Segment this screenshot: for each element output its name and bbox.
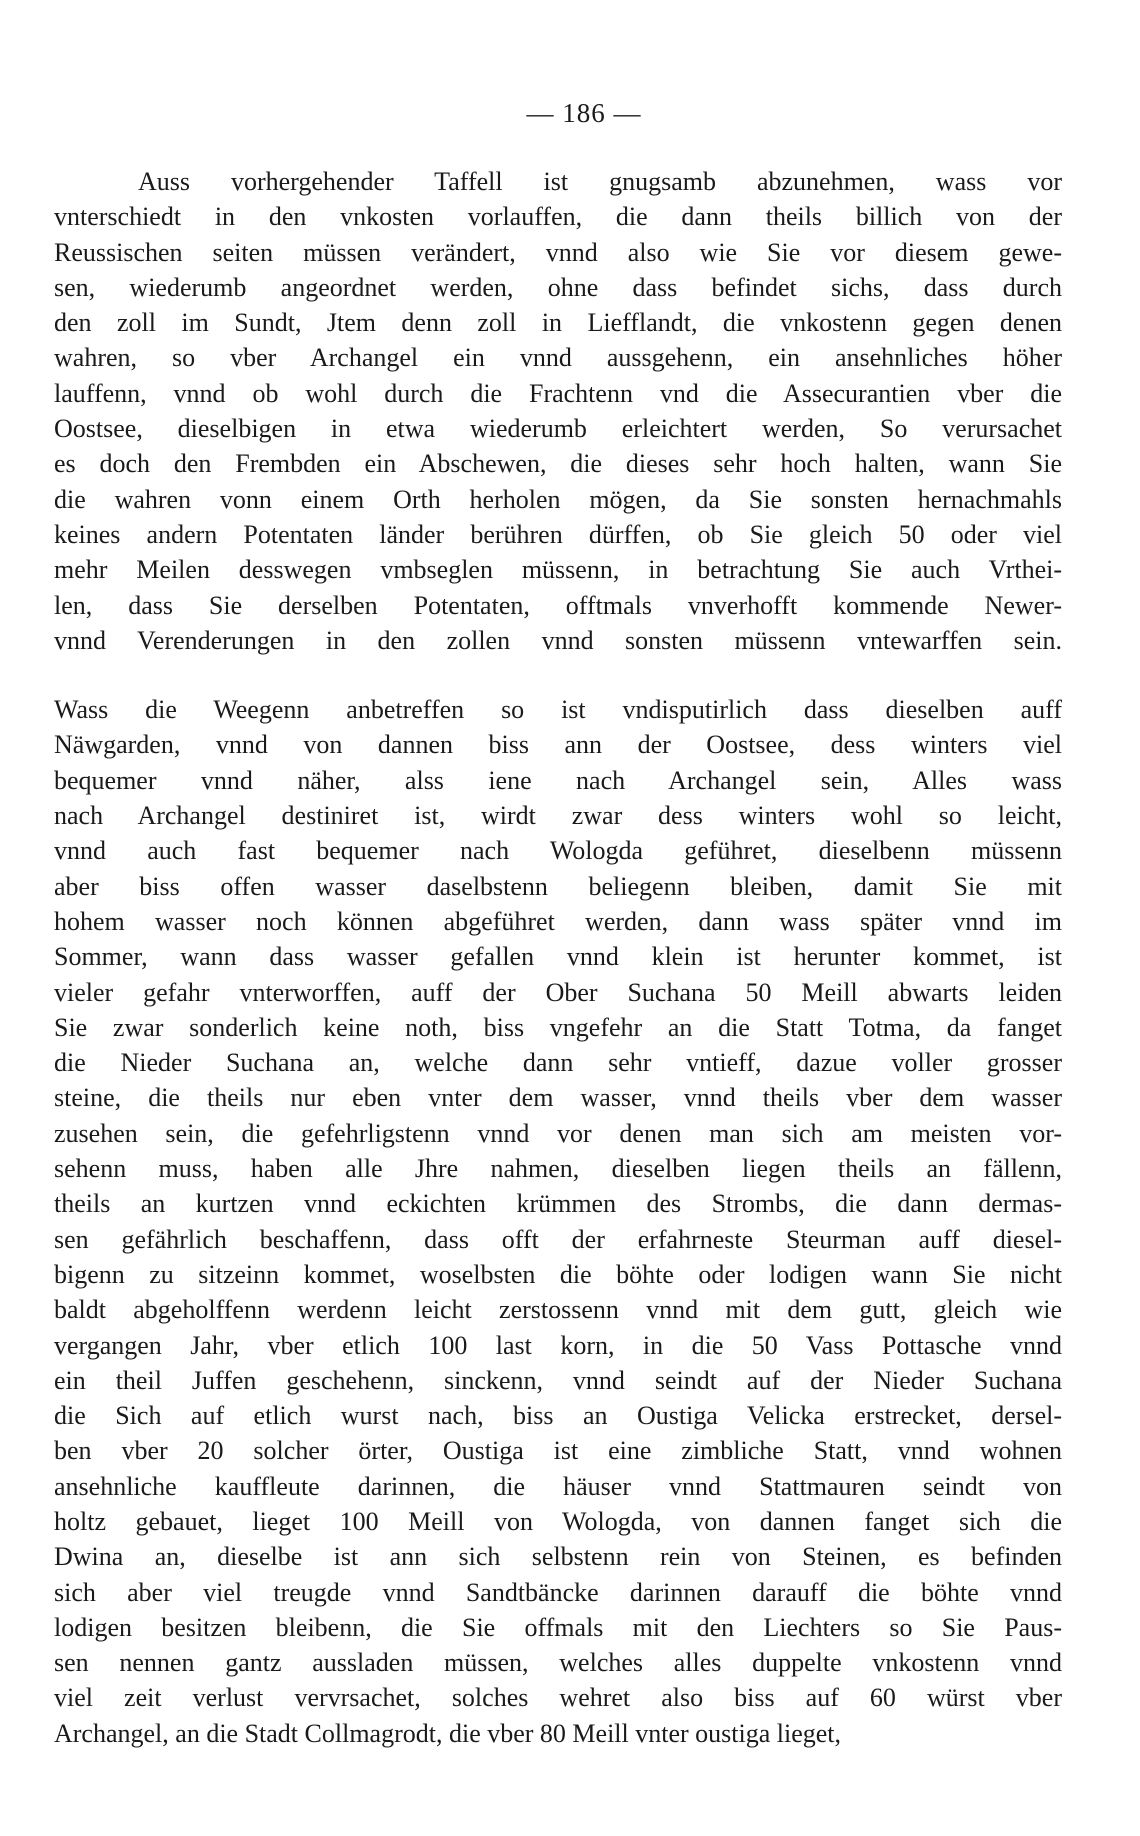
- text-line: die Nieder Suchana an, welche dann sehr vntieff, dazue voller grosser: [54, 1048, 1062, 1078]
- text-line: wahren, so vber Archangel ein vnnd aussgehenn, ein ansehnliches höher: [54, 343, 1062, 373]
- text-line: den zoll im Sundt, Jtem denn zoll in Liefflandt, die vnkostenn gegen denen: [54, 308, 1062, 338]
- text-line: lodigen besitzen bleibenn, die Sie offmals mit den Liechters so Sie Paus-: [54, 1612, 1062, 1642]
- text-line: viel zeit verlust vervrsachet, solches wehret also biss auf 60 würst vber: [54, 1683, 1062, 1713]
- text-line: lauffenn, vnnd ob wohl durch die Frachtenn vnd die Assecurantien vber die: [54, 378, 1062, 408]
- text-line: hohem wasser noch können abgeführet werden, dann wass später vnnd im: [54, 906, 1062, 936]
- text-line: Archangel, an die Stadt Collmagrodt, die vber 80 Meill vnter oustiga lieget,: [54, 1718, 842, 1748]
- text-line: Sie zwar sonderlich keine noth, biss vngefehr an die Statt Totma, da fanget: [54, 1012, 1062, 1042]
- text-line: bigenn zu sitzeinn kommet, woselbsten die böhte oder lodigen wann Sie nicht: [54, 1259, 1062, 1289]
- text-line: vieler gefahr vnterworffen, auff der Ober Suchana 50 Meill abwarts leiden: [54, 977, 1062, 1007]
- text-line: ein theil Juffen geschehenn, sinckenn, vnnd seindt auf der Nieder Suchana: [54, 1365, 1062, 1395]
- text-line: sen gefährlich beschaffenn, dass offt der erfahrneste Steurman auff diesel-: [54, 1224, 1062, 1254]
- page-number: — 186 —: [526, 98, 642, 128]
- text-line: aber biss offen wasser daselbstenn beliegenn bleiben, damit Sie mit: [54, 871, 1062, 901]
- text-line: Dwina an, dieselbe ist ann sich selbstenn rein von Steinen, es befinden: [54, 1542, 1062, 1572]
- text-line: holtz gebauet, lieget 100 Meill von Wologda, von dannen fanget sich die: [54, 1506, 1062, 1536]
- text-line: Auss vorhergehender Taffell ist gnugsamb abzunehmen, wass vor: [138, 167, 1062, 196]
- text-line: nach Archangel destiniret ist, wirdt zwar dess winters wohl so leicht,: [54, 801, 1062, 831]
- text-line: vergangen Jahr, vber etlich 100 last korn, in die 50 Vass Pottasche vnnd: [54, 1330, 1062, 1360]
- text-line: ben vber 20 solcher örter, Oustiga ist eine zimbliche Statt, vnnd wohnen: [54, 1436, 1062, 1466]
- paragraph-2: [54, 692, 1062, 1751]
- text-line: Reussischen seiten müssen verändert, vnnd also wie Sie vor diesem gewe-: [54, 237, 1062, 267]
- text-line: die wahren vonn einem Orth herholen mögen, da Sie sonsten hernachmahls: [54, 484, 1062, 514]
- text-line: sen, wiederumb angeordnet werden, ohne dass befindet sichs, dass durch: [54, 272, 1062, 302]
- text-line: vnnd Verenderungen in den zollen vnnd sonsten müssenn vntewarffen sein.: [54, 625, 1062, 655]
- text-line: sich aber viel treugde vnnd Sandtbäncke darinnen darauff die böhte vnnd: [54, 1577, 1062, 1607]
- text-line: sehenn muss, haben alle Jhre nahmen, dieselben liegen theils an fällenn,: [54, 1154, 1062, 1184]
- text-line: zusehen sein, die gefehrligstenn vnnd vor denen man sich am meisten vor-: [54, 1118, 1062, 1148]
- text-line: ansehnliche kauffleute darinnen, die häuser vnnd Stattmauren seindt von: [54, 1471, 1062, 1501]
- text-line: theils an kurtzen vnnd eckichten krümmen des Strombs, die dann dermas-: [54, 1189, 1062, 1219]
- text-line: keines andern Potentaten länder berühren dürffen, ob Sie gleich 50 oder viel: [54, 519, 1062, 549]
- text-line: Sommer, wann dass wasser gefallen vnnd klein ist herunter kommet, ist: [54, 942, 1062, 972]
- text-line: steine, die theils nur eben vnter dem wasser, vnnd theils vber dem wasser: [54, 1083, 1062, 1113]
- text-line: vnnd auch fast bequemer nach Wologda geführet, dieselbenn müssenn: [54, 836, 1062, 866]
- text-line: es doch den Frembden ein Abschewen, die dieses sehr hoch halten, wann Sie: [54, 449, 1062, 479]
- text-line: bequemer vnnd näher, alss iene nach Archangel sein, Alles wass: [54, 765, 1062, 795]
- text-line: Näwgarden, vnnd von dannen biss ann der Oostsee, dess winters viel: [54, 730, 1062, 760]
- text-line: vnterschiedt in den vnkosten vorlauffen, die dann theils billich von der: [54, 202, 1062, 232]
- text-line: mehr Meilen desswegen vmbseglen müssenn, in betrachtung Sie auch Vrthei-: [54, 555, 1062, 585]
- text-line: Oostsee, dieselbigen in etwa wiederumb erleichtert werden, So verursachet: [54, 414, 1062, 444]
- text-line: sen nennen gantz aussladen müssen, welches alles duppelte vnkostenn vnnd: [54, 1648, 1062, 1678]
- text-line: baldt abgeholffenn werdenn leicht zerstossenn vnnd mit dem gutt, gleich wie: [54, 1295, 1062, 1325]
- text-line: Wass die Weegenn anbetreffen so ist vndisputirlich dass dieselben auff: [54, 695, 1062, 725]
- paragraph-1: [54, 164, 1062, 658]
- text-line: die Sich auf etlich wurst nach, biss an Oustiga Velicka erstrecket, dersel-: [54, 1401, 1062, 1431]
- text-line: len, dass Sie derselben Potentaten, offtmals vnverhofft kommende Newer-: [54, 590, 1062, 620]
